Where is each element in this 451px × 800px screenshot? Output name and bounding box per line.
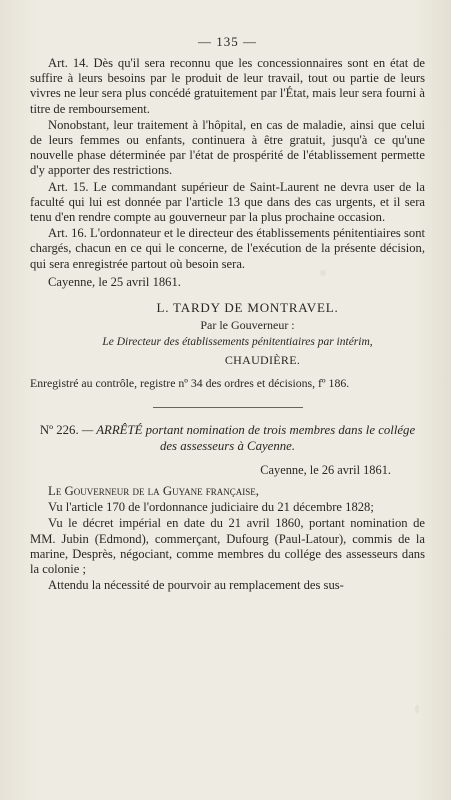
- arrete-heading: [30, 423, 425, 454]
- section-divider: [153, 407, 303, 408]
- signature-chaudiere: CHAUDIÈRE.: [224, 353, 301, 368]
- arrete-governor: Le Gouverneur de la Guyane française,: [48, 484, 259, 499]
- arrete-attendu: Attendu la nécessité de pourvoir au remplacement des sus-: [48, 578, 344, 593]
- article-16: Art. 16. L'ordonnateur et le directeur des établissements pénitentiaires sont chargés, chacun en ce qui le concerne, de l'exécution de la présente décision, qui sera enregistrée partout où besoin sera.: [30, 226, 425, 271]
- arrete-date: Cayenne, le 26 avril 1861.: [260, 463, 391, 478]
- arrete-title: — ARRÊTÉ portant nomination de trois membres dans le collége des assesseurs à Cayenne.: [81, 423, 416, 453]
- page-number: — 135 —: [198, 34, 257, 49]
- signatory-name: L. TARDY DE MONTRAVEL.: [156, 300, 339, 316]
- article-14: Art. 14. Dès qu'il sera reconnu que les concessionnaires sont en état de suffire à leurs besoins par le produit de leur travail, tout ou partie de leurs vivres ne leur sera plus concédé gratuitement par l'État, mais leur sera fourni à titre de remboursement.: [30, 56, 425, 116]
- signature-by-governor: Par le Gouverneur :: [200, 318, 295, 333]
- arrete-number: Nº 226.: [39, 423, 79, 438]
- paper-spot: [320, 270, 326, 276]
- registration-note: Enregistré au contrôle, registre nº 34 des ordres et décisions, fº 186.: [30, 376, 350, 391]
- paper-spot: [415, 705, 419, 713]
- arrete-vu-2: Vu le décret impérial en date du 21 avril 1860, portant nomination de MM. Jubin (Edmond), commerçant, Dufourg (Paul-Latour), commis de la marine, Desprès, négociant, comme membres du collége des assesseurs dans la colonie ;: [30, 516, 425, 577]
- arrete-vu-1: Vu l'article 170 de l'ordonnance judiciaire du 21 décembre 1828;: [48, 500, 374, 515]
- paragraph-nonobstant: Nonobstant, leur traitement à l'hôpital, en cas de maladie, ainsi que celui de leurs femmes ou enfants, continuera à être gratuit, jusqu'à ce qu'une nouvelle phase déterminée par l'état de prospérité de l'établissement permette d'y apporter des restrictions.: [30, 117, 425, 178]
- article-15: Art. 15. Le commandant supérieur de Saint-Laurent ne devra user de la faculté qui lui est donnée par l'article 13 que dans des cas urgents, et il sera tenu d'en rendre compte au gouverneur par la plus prochaine occasion.: [30, 179, 425, 225]
- decision-date: Cayenne, le 25 avril 1861.: [48, 274, 181, 289]
- signature-director-title: Le Directeur des établissements pénitentiaires par intérim,: [102, 336, 373, 349]
